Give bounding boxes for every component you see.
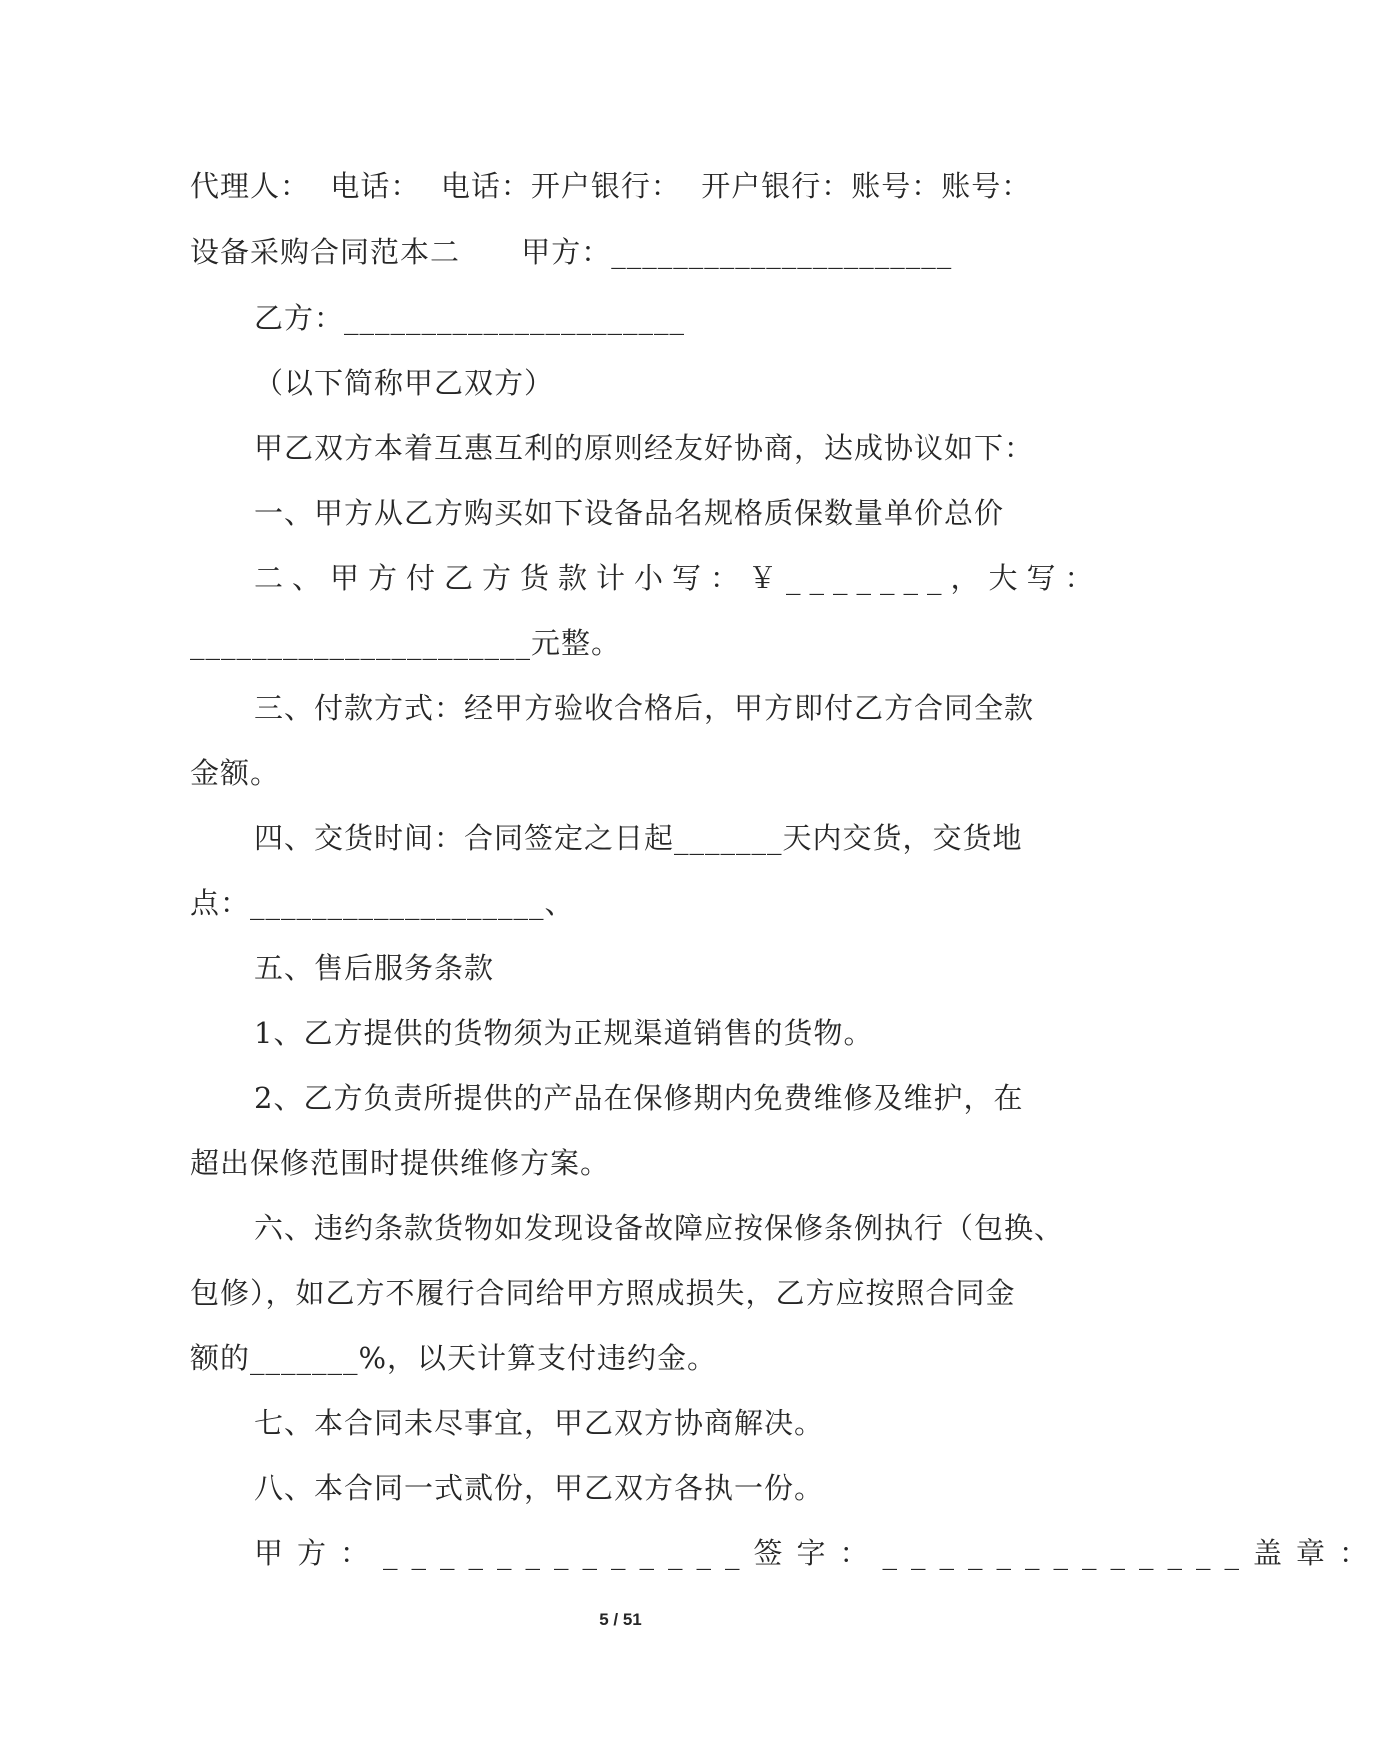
clause-2-line: 二、甲方付乙方货款计小写：￥_______，大写： <box>254 561 1103 595</box>
clause-5-heading: 五、售后服务条款 <box>254 951 495 985</box>
clause-6-line: 六、违约条款货物如发现设备故障应按保修条例执行（包换、 <box>254 1211 1065 1245</box>
clause-3-continuation: 金额。 <box>190 756 281 790</box>
clause-1-line: 一、甲方从乙方购买如下设备品名规格质保数量单价总价 <box>254 496 1005 530</box>
signature-line: 甲方：_____________签字：_____________盖章： <box>254 1536 1382 1570</box>
clause-6-continuation-1: 包修），如乙方不履行合同给甲方照成损失，乙方应按照合同金 <box>190 1276 1016 1310</box>
clause-4-continuation: 点：___________________、 <box>190 886 575 920</box>
clause-6-continuation-2: 额的_______%，以天计算支付违约金。 <box>190 1341 718 1375</box>
clause-3-line: 三、付款方式：经甲方验收合格后，甲方即付乙方合同全款 <box>254 691 1035 725</box>
party-b-line: 乙方：______________________ <box>254 301 686 335</box>
clause-2-amount-line: ______________________元整。 <box>190 626 622 660</box>
clause-4-line: 四、交货时间：合同签定之日起_______天内交货，交货地 <box>254 821 1023 855</box>
clause-8-line: 八、本合同一式贰份，甲乙双方各执一份。 <box>254 1471 825 1505</box>
contract-title-party-a-line: 设备采购合同范本二 甲方：______________________ <box>190 235 953 269</box>
parties-abbreviation-line: （以下简称甲乙双方） <box>254 366 555 400</box>
clause-5-item-2: 2、乙方负责所提供的产品在保修期内免费维修及维护，在 <box>254 1081 1024 1115</box>
agent-contact-line: 代理人： 电话： 电话：开户银行： 开户银行：账号：账号： <box>190 169 1032 203</box>
clause-5-item-2-continuation: 超出保修范围时提供维修方案。 <box>190 1146 611 1180</box>
agreement-intro-line: 甲乙双方本着互惠互利的原则经友好协商，达成协议如下： <box>254 431 1035 465</box>
clause-5-item-1: 1、乙方提供的货物须为正规渠道销售的货物。 <box>254 1016 874 1050</box>
page-number: 5 / 51 <box>599 1610 642 1629</box>
clause-7-line: 七、本合同未尽事宜，甲乙双方协商解决。 <box>254 1406 825 1440</box>
